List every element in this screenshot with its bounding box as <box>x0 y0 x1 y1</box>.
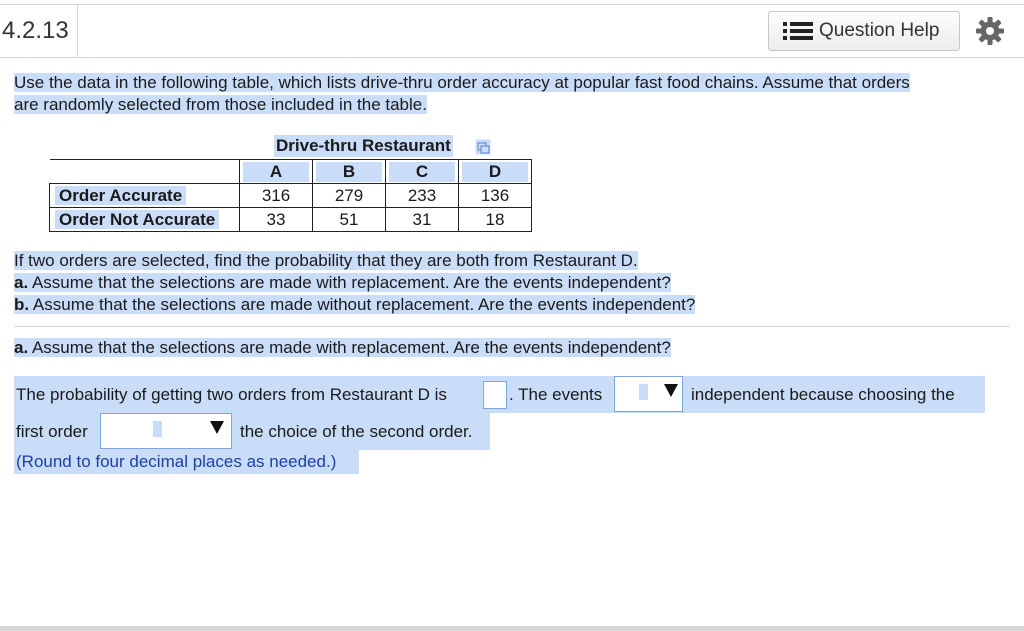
probability-input[interactable] <box>483 381 507 409</box>
restaurant-data-table <box>49 159 532 232</box>
part-a-prefix: a. <box>14 338 29 357</box>
row-label-order-accurate: Order Accurate <box>50 184 240 208</box>
rounding-note: (Round to four decimal places as needed.) <box>16 452 337 471</box>
column-header-c: C <box>386 160 459 184</box>
table-cell: 316 <box>240 184 313 208</box>
section-divider <box>14 326 1010 327</box>
copy-table-icon[interactable] <box>475 139 491 155</box>
question-b-prefix: b. <box>14 295 30 314</box>
list-icon <box>783 21 813 41</box>
table-cell: 51 <box>313 208 386 232</box>
table-cell: 18 <box>459 208 532 232</box>
table-row <box>50 184 532 208</box>
intro-line-2: are randomly selected from those included in the table. <box>14 95 427 114</box>
answer-text-5: the choice of the second order. <box>240 422 473 441</box>
column-header-b: B <box>313 160 386 184</box>
events-dependency-select[interactable] <box>614 376 683 412</box>
select-value-bar <box>153 421 162 437</box>
column-header-d: D <box>459 160 532 184</box>
question-number: 4.2.13 <box>0 5 78 57</box>
question-a-prefix: a. <box>14 273 29 292</box>
row-label-order-not-accurate: Order Not Accurate <box>50 208 240 232</box>
question-line-1: If two orders are selected, find the probability that they are both from Restaurant D. <box>14 251 638 270</box>
intro-text <box>14 72 984 116</box>
table-row <box>50 208 532 232</box>
dropdown-arrow-icon[interactable] <box>662 379 680 407</box>
question-help-button[interactable] <box>768 11 960 51</box>
answer-text-1: The probability of getting two orders from Restaurant D is <box>16 385 447 404</box>
part-a-heading <box>14 337 671 359</box>
table-cell: 33 <box>240 208 313 232</box>
table-header-row <box>50 160 532 184</box>
question-a-text: Assume that the selections are made with replacement. Are the events independent? <box>28 273 671 292</box>
table-cell: 233 <box>386 184 459 208</box>
table-corner-cell <box>50 160 240 184</box>
question-header <box>0 4 1024 58</box>
question-help-label: Question Help <box>819 20 940 41</box>
question-text <box>14 250 695 316</box>
part-a-text: Assume that the selections are made with replacement. Are the events independent? <box>28 338 671 357</box>
select-value-bar <box>639 384 648 400</box>
table-cell: 136 <box>459 184 532 208</box>
table-cell: 279 <box>313 184 386 208</box>
table-title: Drive-thru Restaurant <box>276 136 451 155</box>
answer-text-3: independent because choosing the <box>691 385 955 404</box>
question-b-text: Assume that the selections are made without replacement. Are the events independent? <box>29 295 696 314</box>
first-order-effect-select[interactable] <box>100 413 232 449</box>
column-header-a: A <box>240 160 313 184</box>
bottom-border <box>0 626 1024 631</box>
gear-icon[interactable] <box>976 17 1004 45</box>
dropdown-arrow-icon[interactable] <box>208 416 226 444</box>
answer-text-2: . The events <box>509 385 603 404</box>
intro-line-1: Use the data in the following table, which lists drive-thru order accuracy at popular fast food chains. Assume that orders <box>14 73 910 92</box>
answer-text-4: first order <box>16 422 88 441</box>
table-cell: 31 <box>386 208 459 232</box>
